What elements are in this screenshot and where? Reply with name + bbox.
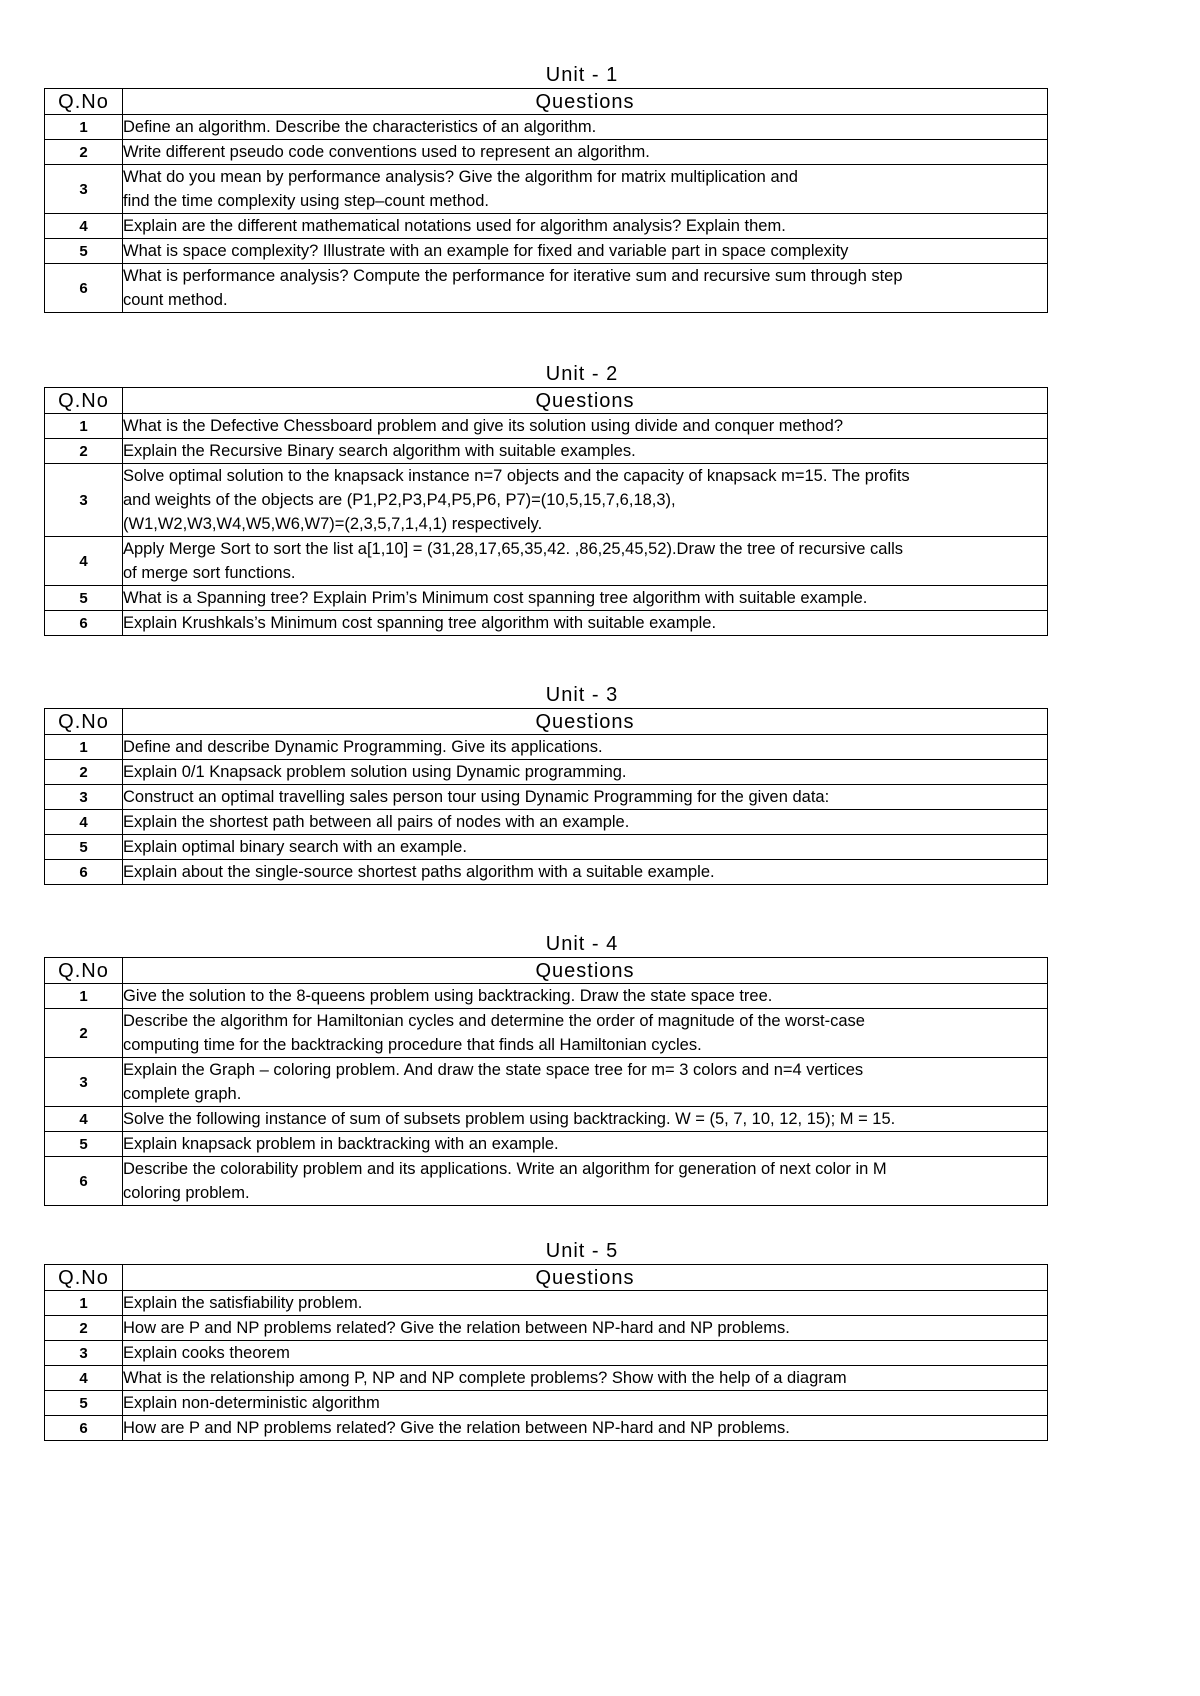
qno-header: Q.No — [45, 1265, 123, 1291]
question-text: Explain the shortest path between all pairs of nodes with an example. — [123, 810, 1048, 835]
question-number: 3 — [45, 1058, 123, 1107]
question-number: 6 — [45, 1416, 123, 1441]
question-number: 5 — [45, 835, 123, 860]
question-number: 3 — [45, 785, 123, 810]
table-row — [45, 439, 1048, 464]
question-text: Explain knapsack problem in backtracking with an example. — [123, 1132, 1048, 1157]
unit-title: Unit - 3 — [545, 684, 619, 706]
table-row — [45, 1107, 1048, 1132]
unit-section — [44, 682, 1048, 885]
table-row — [45, 264, 1048, 313]
question-number: 6 — [45, 611, 123, 636]
table-row — [45, 860, 1048, 885]
questions-header: Questions — [123, 89, 1048, 115]
unit-title: Unit - 1 — [545, 64, 619, 86]
question-number: 4 — [45, 810, 123, 835]
question-text: Write different pseudo code conventions used to represent an algorithm. — [123, 140, 1048, 165]
question-text: What is space complexity? Illustrate with an example for fixed and variable part in space complexity — [123, 239, 1048, 264]
question-number: 2 — [45, 1009, 123, 1058]
table-row — [45, 464, 1048, 537]
question-text: Give the solution to the 8-queens problem using backtracking. Draw the state space tree. — [123, 984, 1048, 1009]
table-row — [45, 1009, 1048, 1058]
table-row — [45, 984, 1048, 1009]
question-text: Apply Merge Sort to sort the list a[1,10] = (31,28,17,65,35,42. ,86,25,45,52).Draw the tree of recursive calls of merge sort functions. — [123, 537, 1048, 586]
unit-title: Unit - 4 — [545, 933, 619, 955]
question-number: 1 — [45, 115, 123, 140]
questions-table — [44, 708, 1048, 885]
unit-section — [44, 1238, 1048, 1441]
table-row — [45, 239, 1048, 264]
table-row — [45, 1132, 1048, 1157]
question-text: What is performance analysis? Compute the performance for iterative sum and recursive sum through step count method. — [123, 264, 1048, 313]
question-text: Solve the following instance of sum of subsets problem using backtracking. W = (5, 7, 10, 12, 15); M = 15. — [123, 1107, 1048, 1132]
question-text: Define an algorithm. Describe the characteristics of an algorithm. — [123, 115, 1048, 140]
table-row — [45, 537, 1048, 586]
questions-table — [44, 957, 1048, 1206]
unit-title: Unit - 5 — [545, 1240, 619, 1262]
question-bank-page — [44, 62, 1048, 1441]
qno-header: Q.No — [45, 388, 123, 414]
table-row — [45, 115, 1048, 140]
question-text: What is the Defective Chessboard problem and give its solution using divide and conquer method? — [123, 414, 1048, 439]
question-number: 2 — [45, 439, 123, 464]
question-text: How are P and NP problems related? Give the relation between NP-hard and NP problems. — [123, 1316, 1048, 1341]
question-text: Define and describe Dynamic Programming. Give its applications. — [123, 735, 1048, 760]
question-number: 4 — [45, 214, 123, 239]
unit-section — [44, 62, 1048, 313]
questions-header: Questions — [123, 388, 1048, 414]
question-text: Describe the colorability problem and its applications. Write an algorithm for generation of next color in M coloring problem. — [123, 1157, 1048, 1206]
question-number: 1 — [45, 1291, 123, 1316]
table-row — [45, 760, 1048, 785]
question-number: 2 — [45, 1316, 123, 1341]
question-number: 5 — [45, 239, 123, 264]
question-text: Explain Krushkals’s Minimum cost spanning tree algorithm with suitable example. — [123, 611, 1048, 636]
question-number: 1 — [45, 414, 123, 439]
table-row — [45, 1341, 1048, 1366]
question-text: Explain the Recursive Binary search algorithm with suitable examples. — [123, 439, 1048, 464]
questions-header: Questions — [123, 709, 1048, 735]
table-header-row — [45, 1265, 1048, 1291]
questions-table — [44, 88, 1048, 313]
question-number: 1 — [45, 735, 123, 760]
questions-table — [44, 1264, 1048, 1441]
question-number: 3 — [45, 165, 123, 214]
question-text: Construct an optimal travelling sales person tour using Dynamic Programming for the given data: — [123, 785, 1048, 810]
question-number: 4 — [45, 537, 123, 586]
table-row — [45, 785, 1048, 810]
question-text: Explain the satisfiability problem. — [123, 1291, 1048, 1316]
table-header-row — [45, 709, 1048, 735]
question-number: 2 — [45, 140, 123, 165]
table-row — [45, 1366, 1048, 1391]
question-text: What is the relationship among P, NP and NP complete problems? Show with the help of a diagram — [123, 1366, 1048, 1391]
unit-section — [44, 361, 1048, 636]
question-number: 4 — [45, 1366, 123, 1391]
table-row — [45, 1416, 1048, 1441]
question-number: 3 — [45, 1341, 123, 1366]
question-text: Explain about the single-source shortest paths algorithm with a suitable example. — [123, 860, 1048, 885]
table-header-row — [45, 958, 1048, 984]
question-text: Explain optimal binary search with an example. — [123, 835, 1048, 860]
table-row — [45, 810, 1048, 835]
table-row — [45, 735, 1048, 760]
table-row — [45, 611, 1048, 636]
qno-header: Q.No — [45, 709, 123, 735]
table-row — [45, 586, 1048, 611]
question-number: 6 — [45, 264, 123, 313]
unit-section — [44, 931, 1048, 1206]
questions-header: Questions — [123, 1265, 1048, 1291]
question-text: Explain non-deterministic algorithm — [123, 1391, 1048, 1416]
table-header-row — [45, 388, 1048, 414]
question-text: Explain cooks theorem — [123, 1341, 1048, 1366]
question-number: 1 — [45, 984, 123, 1009]
table-row — [45, 1157, 1048, 1206]
table-row — [45, 165, 1048, 214]
question-number: 5 — [45, 1391, 123, 1416]
table-row — [45, 1291, 1048, 1316]
qno-header: Q.No — [45, 89, 123, 115]
questions-header: Questions — [123, 958, 1048, 984]
question-number: 6 — [45, 860, 123, 885]
question-text: Solve optimal solution to the knapsack instance n=7 objects and the capacity of knapsack m=15. The profits and weights of the objects are (P1,P2,P3,P4,P5,P6, P7)=(10,5,15,7,6,18,3), (W1,W2,W3,W4,W5,W6,W7)=(2,3,5,7,1,4,1) respectively. — [123, 464, 1048, 537]
question-number: 5 — [45, 1132, 123, 1157]
question-number: 2 — [45, 760, 123, 785]
question-text: Explain the Graph – coloring problem. And draw the state space tree for m= 3 colors and n=4 vertices complete graph. — [123, 1058, 1048, 1107]
unit-title: Unit - 2 — [545, 363, 619, 385]
questions-table — [44, 387, 1048, 636]
question-number: 5 — [45, 586, 123, 611]
question-text: Explain are the different mathematical notations used for algorithm analysis? Explain them. — [123, 214, 1048, 239]
question-text: Explain 0/1 Knapsack problem solution using Dynamic programming. — [123, 760, 1048, 785]
table-row — [45, 414, 1048, 439]
question-text: What do you mean by performance analysis? Give the algorithm for matrix multiplication and find the time complexity using step–count method. — [123, 165, 1048, 214]
question-number: 4 — [45, 1107, 123, 1132]
qno-header: Q.No — [45, 958, 123, 984]
question-text: How are P and NP problems related? Give the relation between NP-hard and NP problems. — [123, 1416, 1048, 1441]
table-row — [45, 140, 1048, 165]
table-row — [45, 214, 1048, 239]
question-number: 6 — [45, 1157, 123, 1206]
table-row — [45, 835, 1048, 860]
question-text: What is a Spanning tree? Explain Prim’s Minimum cost spanning tree algorithm with suitable example. — [123, 586, 1048, 611]
question-text: Describe the algorithm for Hamiltonian cycles and determine the order of magnitude of the worst-case computing time for the backtracking procedure that finds all Hamiltonian cycles. — [123, 1009, 1048, 1058]
table-row — [45, 1058, 1048, 1107]
table-row — [45, 1391, 1048, 1416]
table-header-row — [45, 89, 1048, 115]
question-number: 3 — [45, 464, 123, 537]
table-row — [45, 1316, 1048, 1341]
